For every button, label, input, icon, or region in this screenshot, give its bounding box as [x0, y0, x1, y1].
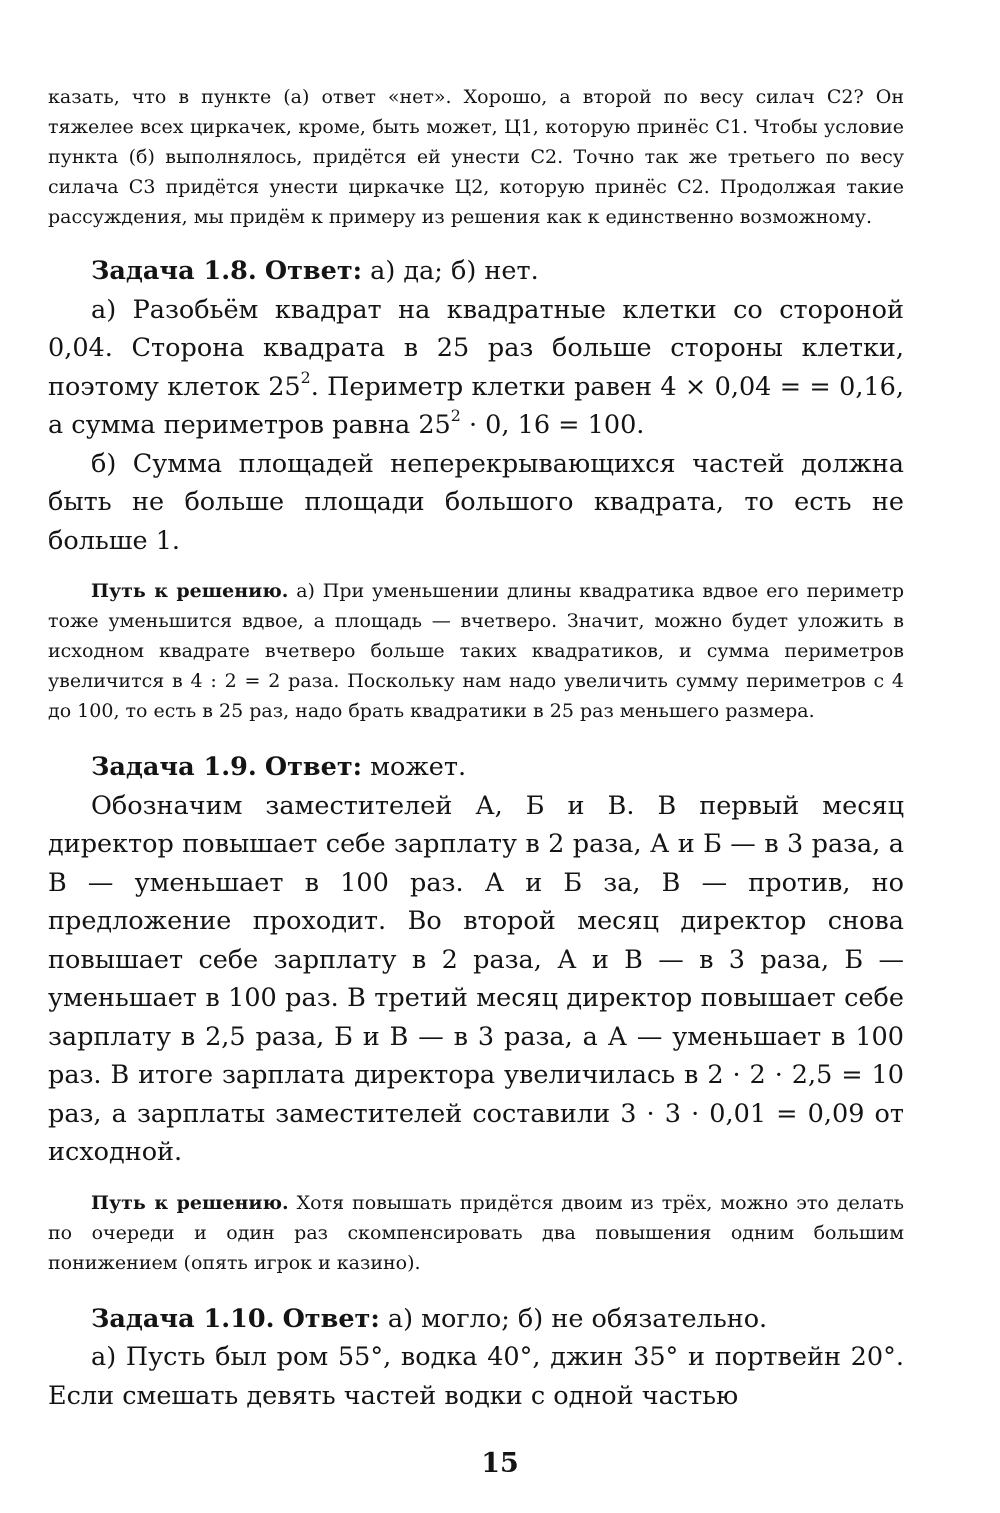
- task-1-8-part-a: [48, 291, 904, 445]
- task-1-8-exponent-1: 2: [300, 367, 311, 387]
- task-1-10-answer: а) могло; б) не обязательно.: [379, 1303, 768, 1334]
- task-1-9-answer-label: Ответ:: [264, 752, 363, 782]
- task-1-9-answer: может.: [362, 752, 467, 782]
- task-1-8-heading: [48, 252, 904, 291]
- task-1-8-hint-label: Путь к решению.: [91, 580, 289, 602]
- page-content: [48, 82, 904, 1415]
- task-1-8-exponent-2: 2: [450, 406, 461, 426]
- task-1-10-answer-label: Ответ:: [282, 1303, 380, 1334]
- task-1-8-answer: а) да; б) нет.: [362, 256, 539, 286]
- task-1-8-title: Задача 1.8.: [91, 256, 257, 286]
- task-1-8-part-a-text-2: . Периметр клетки равен 4 × 0,04 = = 0,16, а сумма периметров равна 25: [48, 371, 904, 440]
- task-1-9-title: Задача 1.9.: [91, 752, 257, 782]
- task-1-8-hint-text: а) При уменьшении длины квадратика вдвое его периметр тоже уменьшится вдвое, а площадь — вчетверо. Значит, можно будет уложить в исходном квадрате вчетверо больше таких квадратиков, и сумма периметров увеличится в 4 : 2 = 2 раза. Поскольку нам надо увеличить сумму периметров с 4 до 100, то есть в 25 раз, надо брать квадратики в 25 раз меньшего размера.: [48, 580, 904, 722]
- task-1-8-part-a-text-1: а) Разобьём квадрат на квадратные клетки со стороной 0,04. Сторона квадрата в 25 раз больше стороны клетки, поэтому клеток 25: [48, 294, 904, 402]
- task-1-9-hint-text: Хотя повышать придётся двоим из трёх, можно это делать по очереди и один раз скомпенсировать два повышения одним большим понижением (опять игрок и казино).: [48, 1191, 904, 1274]
- task-1-8-part-a-text-3: · 0, 16 = 100.: [460, 410, 645, 440]
- task-1-9-hint-label: Путь к решению.: [91, 1191, 289, 1214]
- task-1-9-heading: [48, 748, 904, 787]
- intro-paragraph: казать, что в пункте (а) ответ «нет». Хорошо, а второй по весу силач С2? Он тяжелее всех циркачек, кроме, быть может, Ц1, которую принёс С1. Чтобы условие пункта (б) выполнялось, придётся ей унести С2. Точно так же третьего по весу силача С3 придётся унести циркачке Ц2, которую принёс С2. Продолжая такие рассуждения, мы придём к примеру из решения как к единственно возможному.: [48, 86, 904, 228]
- task-1-10-part-a: а) Пусть был ром 55°, водка 40°, джин 35° и портвейн 20°. Если смешать девять частей водки с одной частью: [48, 1342, 904, 1411]
- task-1-9-body: Обозначим заместителей А, Б и В. В первый месяц директор повышает себе зарплату в 2 раза, А и Б — в 3 раза, а В — уменьшает в 100 раз. А и Б за, В — против, но предложение проходит. Во второй месяц директор снова повышает себе зарплату в 2 раза, А и В — в 3 раза, Б — уменьшает в 100 раз. В третий месяц директор повышает себе зарплату в 2,5 раза, Б и В — в 3 раза, а А — уменьшает в 100 раз. В итоге зарплата директора увеличилась в 2 · 2 · 2,5 = 10 раз, а зарплаты заместителей составили 3 · 3 · 0,01 = 0,09 от исходной.: [48, 790, 904, 1167]
- task-1-10-heading: [48, 1300, 904, 1339]
- page-number: 15: [481, 1448, 519, 1479]
- task-1-8-answer-label: Ответ:: [264, 256, 363, 286]
- task-1-8-part-b: б) Сумма площадей неперекрывающихся частей должна быть не больше площади большого квадрата, то есть не больше 1.: [48, 448, 904, 556]
- task-1-9-hint: [48, 1188, 904, 1278]
- task-1-10-title: Задача 1.10.: [91, 1303, 275, 1334]
- task-1-8-hint: [48, 576, 904, 726]
